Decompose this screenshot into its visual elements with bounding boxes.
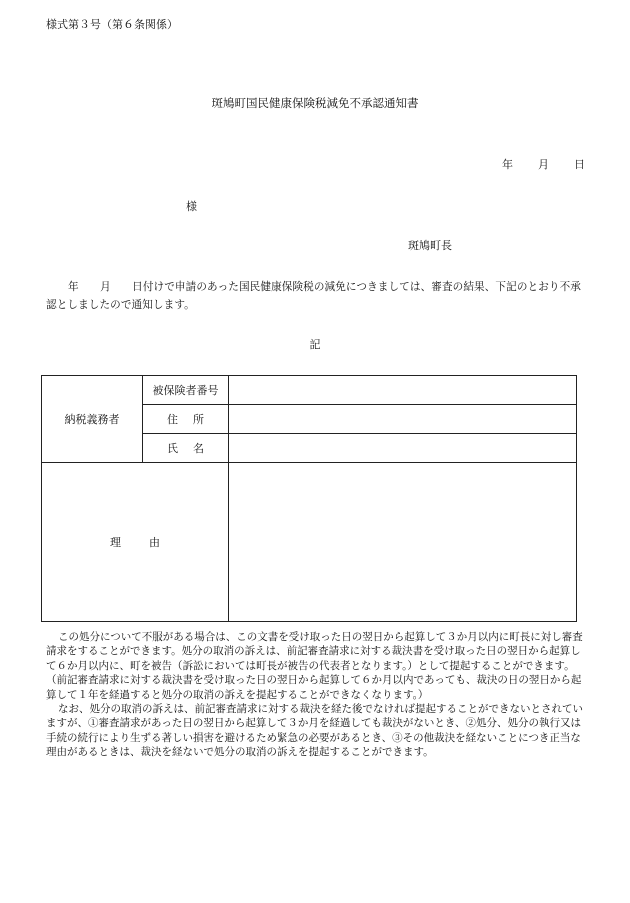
issuer-name: 斑鳩町長 (408, 239, 452, 252)
ki-heading: 記 (309, 338, 321, 351)
appeal-notice (46, 630, 584, 760)
name-label: 氏名 (143, 434, 229, 463)
taxpayer-label: 納税義務者 (42, 376, 143, 463)
table-row (42, 463, 577, 622)
intro-paragraph: 年 月 日付けで申請のあった国民健康保険税の減免につきましては、審査の結果、下記のとおり不承認としましたので通知します。 (46, 281, 581, 311)
address-field[interactable] (229, 405, 577, 434)
table-row (42, 376, 577, 405)
appeal-notice-paragraph-2: なお、処分の取消の訴えは、前記審査請求に対する裁決を経た後でなければ提起することができないとされていますが、①審査請求があった日の翌日から起算して３か月を経過しても裁決がないとき、②処分、処分の執行又は手続の続行により生ずる著しい損害を避けるため緊急の必要があるとき、③その他裁決を経ないことにつき正当な理由があるときは、裁決を経ないで処分の取消の訴えを提起することができます。 (46, 703, 583, 759)
addressee-honorific: 様 (186, 200, 197, 213)
date-month-label: 月 (538, 158, 549, 171)
reason-label: 理由 (42, 463, 229, 622)
date-day-label: 日 (574, 158, 585, 171)
insured-number-label: 被保険者番号 (143, 376, 229, 405)
details-table (41, 375, 577, 622)
date-year-label: 年 (502, 158, 513, 171)
name-field[interactable] (229, 434, 577, 463)
form-number: 様式第３号（第６条関係） (46, 18, 178, 31)
appeal-notice-paragraph-1: この処分について不服がある場合は、この文書を受け取った日の翌日から起算して３か月以内に町長に対し審査請求をすることができます。処分の取消の訴えは、前記審査請求に対する裁決書を受け取った日の翌日から起算して６か月以内に、町を被告（訴訟においては町長が被告の代表者となります。）として提起することができます。（前記審査請求に対する裁決書を受け取った日の翌日から起算して６か月以内であっても、裁決の日の翌日から起算して１年を経過すると処分の取消の訴えを提起することができなくなります。） (46, 631, 583, 701)
reason-field[interactable] (229, 463, 577, 622)
insured-number-field[interactable] (229, 376, 577, 405)
address-label: 住所 (143, 405, 229, 434)
document-title: 斑鳩町国民健康保険税減免不承認通知書 (211, 96, 419, 110)
